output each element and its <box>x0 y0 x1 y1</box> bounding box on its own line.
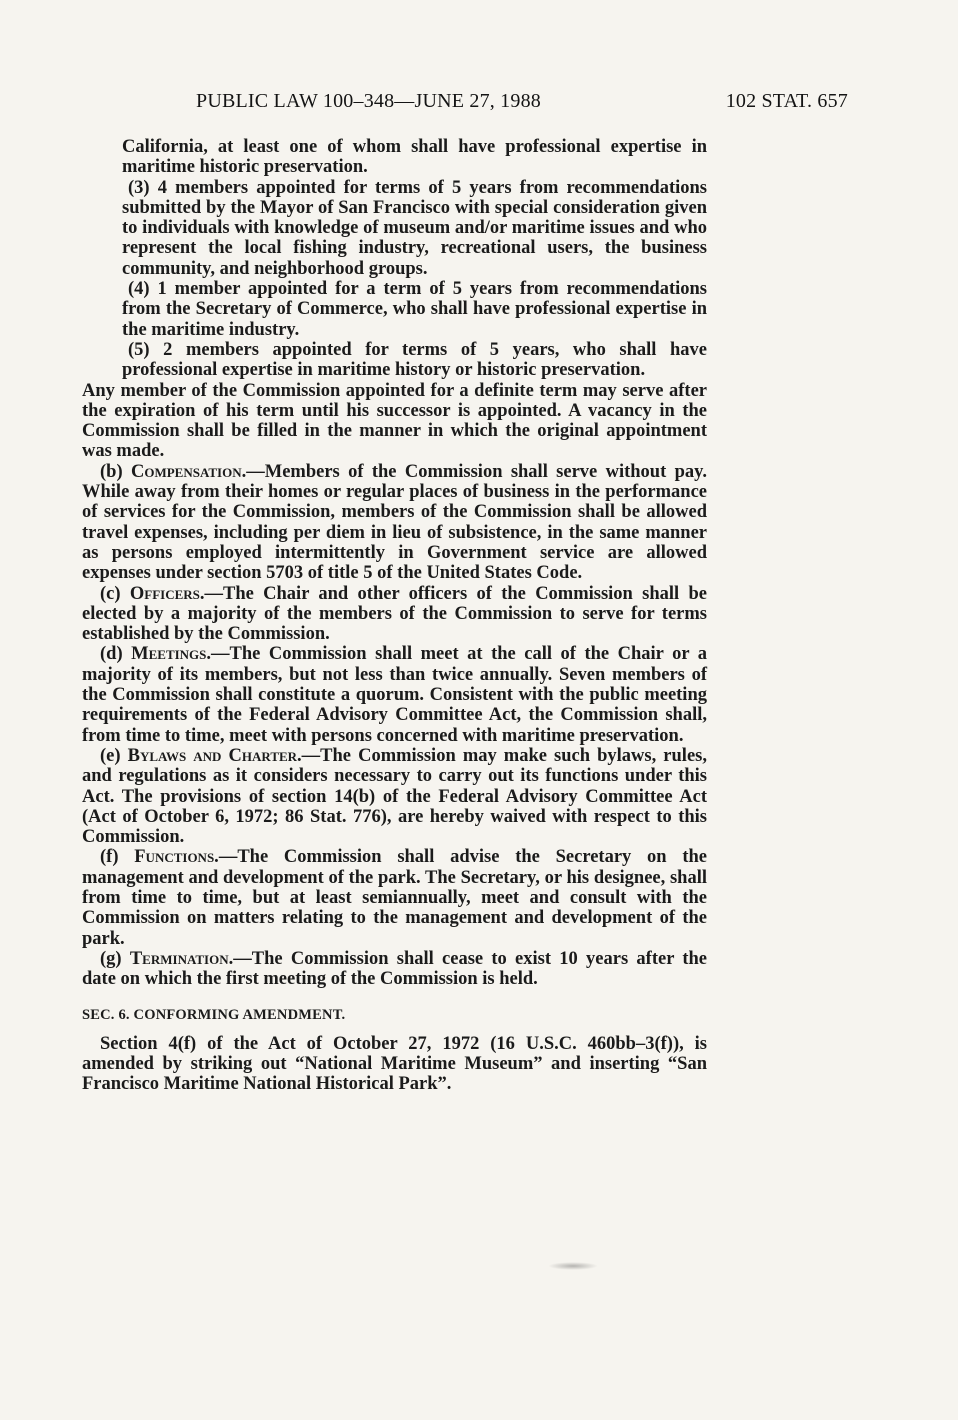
subsection-d-text: —The Commission shall meet at the call of the Chair or a majority of its members, but not less than twice annually. Seven members of the Commission shall constitute a quorum. Consistent with the public meeting requirements of the Federal Advisory Committee Act, the Commission shall, from time to time, meet with persons concerned with maritime preservation. <box>82 644 707 746</box>
paragraph-item-3: (3) 4 members appointed for terms of 5 years from recommendations submitted by the Mayor of San Francisco with special consideration given to individuals with knowledge of museum and/or maritime issues and who represent the local fishing industry, recreational users, the business community, and neighborhood groups. <box>122 177 707 279</box>
paragraph-continuation: California, at least one of whom shall have professional expertise in maritime historic preservation. <box>122 137 707 178</box>
subsection-e <box>82 746 707 847</box>
subsection-g-label: (g) <box>100 948 130 969</box>
subsection-g-text: —The Commission shall cease to exist 10 years after the date on which the first meeting of the Commission is held. <box>82 948 708 990</box>
scan-smudge <box>548 1262 598 1270</box>
paragraph-item-5: (5) 2 members appointed for terms of 5 years, who shall have professional expertise in maritime history or historic preservation. <box>122 339 707 381</box>
subsection-f <box>82 847 707 948</box>
document-body <box>82 137 707 1095</box>
paragraph-vacancy: Any member of the Commission appointed for a definite term may serve after the expiration of his term until his successor is appointed. A vacancy in the Commission shall be filled in the manner in which the original appointment was made. <box>82 380 707 462</box>
subsection-c-text: —The Chair and other officers of the Commission shall be elected by a majority of the members of the Commission to serve for terms established by the Commission. <box>82 583 707 645</box>
subsection-c-heading: Officers. <box>129 583 205 604</box>
subsection-c-label: (c) <box>100 583 130 604</box>
subsection-d-label: (d) <box>100 644 132 665</box>
subsection-b-text: —Members of the Commission shall serve without pay. While away from their homes or regular places of business in the performance of services for the Commission, members of the Commission shall be allowed travel expenses, including per diem in lieu of subsistence, in the same manner as persons employed intermittently in Government service are allowed expenses under section 5703 of title 5 of the United States Code. <box>82 461 707 584</box>
subsection-d-heading: Meetings. <box>131 644 212 665</box>
subsection-f-text: —The Commission shall advise the Secretary on the management and development of the park. The Secretary, or his designee, shall from time to time, but at least semiannually, meet and consult with the Commission on matters relating to the management and development of the park. <box>82 847 707 949</box>
subsection-f-label: (f) <box>100 847 135 868</box>
subsection-b-heading: Compensation. <box>130 461 247 482</box>
subsection-g <box>82 949 707 990</box>
subsection-d <box>82 644 707 745</box>
subsection-c <box>82 584 707 645</box>
running-header <box>196 90 848 114</box>
header-title: PUBLIC LAW 100–348—JUNE 27, 1988 <box>196 90 541 112</box>
subsection-b <box>82 462 707 584</box>
section-6-heading: SEC. 6. CONFORMING AMENDMENT. <box>82 1007 346 1024</box>
header-stat-page: 102 STAT. 657 <box>725 90 848 112</box>
paragraph-item-4: (4) 1 member appointed for a term of 5 years from recommendations from the Secretary of Commerce, who shall have professional expertise in the maritime industry. <box>122 279 707 340</box>
section-6-text: Section 4(f) of the Act of October 27, 1972 (16 U.S.C. 460bb–3(f)), is amended by striking out “National Maritime Museum” and inserting “San Francisco Maritime National Historical Park”. <box>82 1033 707 1095</box>
subsection-b-label: (b) <box>100 461 131 482</box>
subsection-e-label: (e) <box>100 745 128 766</box>
subsection-e-heading: Bylaws and Charter. <box>127 745 302 766</box>
subsection-g-heading: Termination. <box>129 948 234 969</box>
subsection-f-heading: Functions. <box>134 847 219 868</box>
subsection-e-text: —The Commission may make such bylaws, rules, and regulations as it considers necessary to carry out its functions under this Act. The provisions of section 14(b) of the Federal Advisory Committee Act (Act of October 6, 1972; 86 Stat. 776), are hereby waived with respect to this Commission. <box>82 745 707 848</box>
